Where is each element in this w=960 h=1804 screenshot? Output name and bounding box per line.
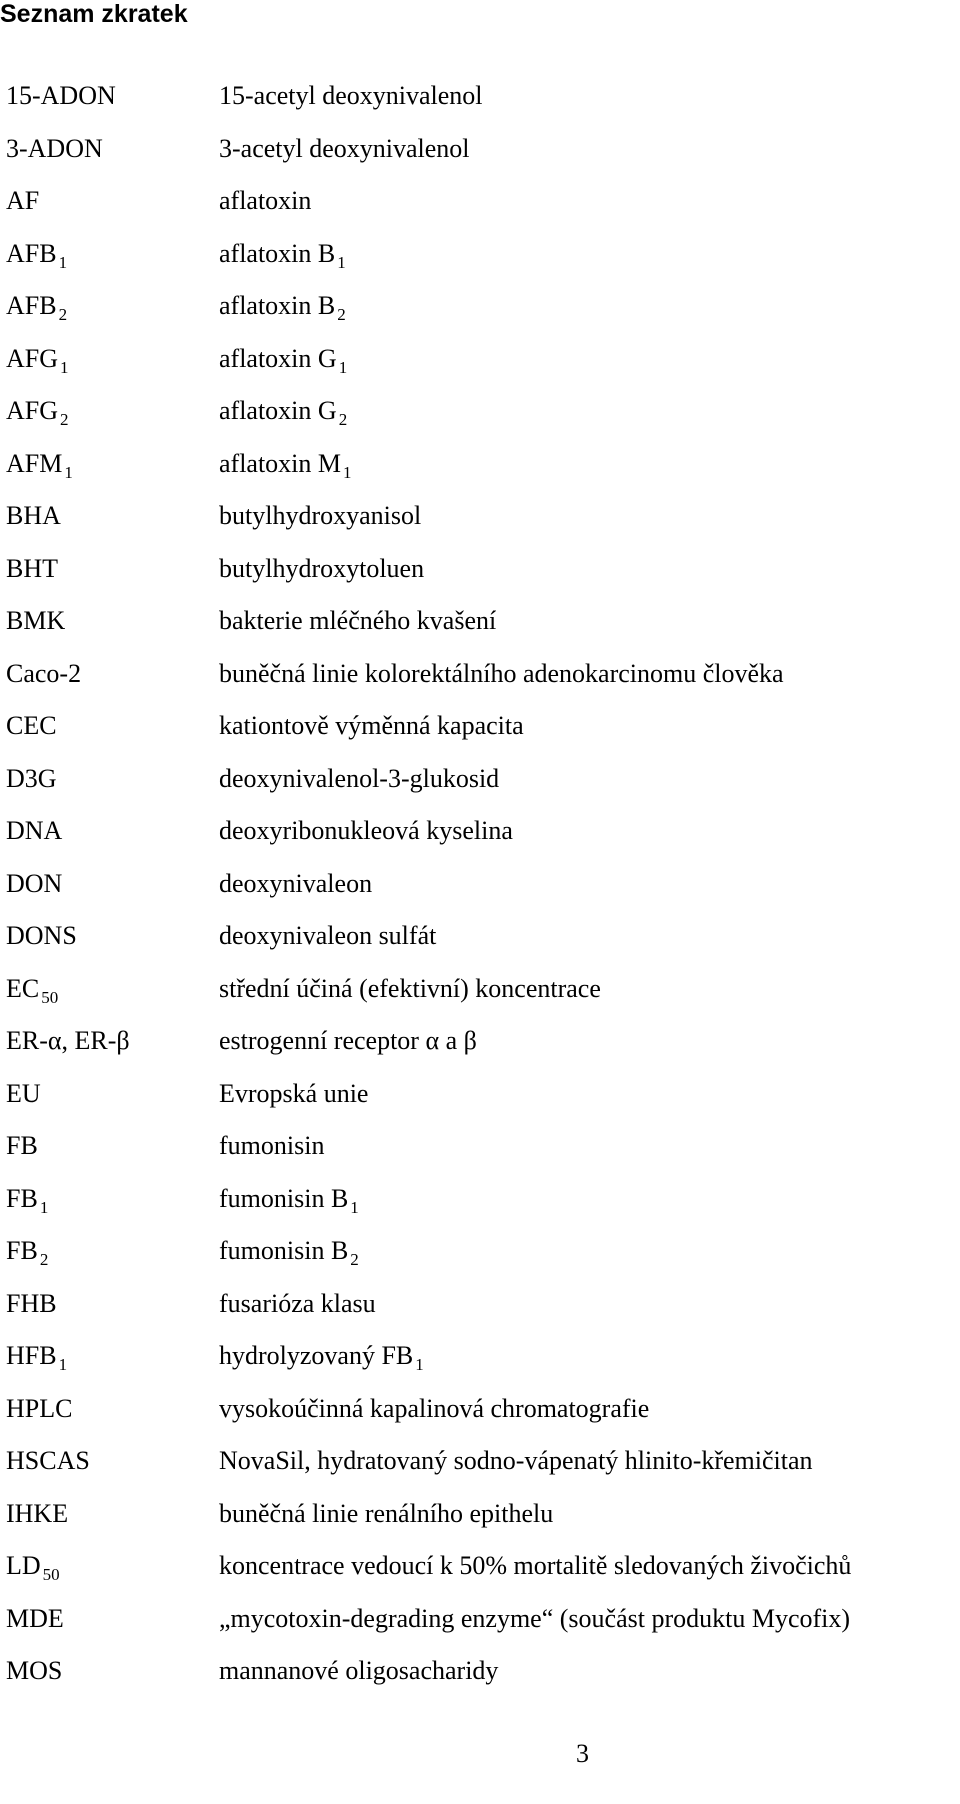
abbreviation-row [0,1330,960,1383]
definition-text: vysokoúčinná kapalinová chromatografie [219,1393,650,1423]
definition-text: buněčná linie renálního epithelu [219,1498,554,1528]
definition-text: kationtově výměnná kapacita [219,711,524,740]
definition-text: hydrolyzovaný FB [219,1341,414,1370]
abbreviation-text: MDE [6,1603,64,1633]
definition-text: Evropská unie [219,1078,369,1108]
abbreviation-definition [219,175,311,228]
abbreviation-row [0,1540,960,1593]
abbreviation-subscript: 2 [39,1250,49,1269]
abbreviation-definition [219,1278,376,1331]
page-number: 3 [576,1739,589,1768]
abbreviation-text: BMK [6,606,66,635]
abbreviation-subscript: 1 [58,1355,68,1374]
abbreviation-row [0,1015,960,1068]
abbreviation-definition [219,1330,424,1386]
abbreviation-text: FB [6,1183,38,1213]
abbreviation-definition [219,385,347,441]
abbreviation-row [0,1435,960,1488]
definition-text: fumonisin B [219,1236,349,1265]
abbreviation-definition [219,648,784,701]
abbreviation-definition [219,1015,477,1068]
abbreviation-row [0,175,960,228]
abbreviation-text: 15-ADON [6,81,116,110]
abbreviation-term [6,753,57,806]
abbreviation-text: FB [6,1236,38,1265]
abbreviation-text: BHA [6,501,61,530]
definition-text: aflatoxin G [219,396,337,425]
page-title: Seznam zkratek [0,0,188,28]
abbreviation-row [0,280,960,333]
abbreviation-row [0,1645,960,1698]
abbreviation-definition [219,1225,359,1281]
abbreviation-text: BHT [6,553,58,583]
abbreviation-subscript: 1 [60,357,69,377]
abbreviation-definition [219,1435,813,1488]
abbreviation-term [6,1015,130,1068]
abbreviation-term [6,1278,57,1331]
abbreviation-row [0,1278,960,1331]
abbreviation-definition [219,963,601,1016]
abbreviation-definition [219,438,352,494]
definition-text: fumonisin [219,1131,325,1160]
abbreviation-row [0,1173,960,1226]
abbreviation-text: ER-α, ER-β [6,1026,130,1055]
abbreviation-subscript: 50 [42,1565,60,1584]
abbreviation-term [6,1330,67,1386]
abbreviation-text: AFM [6,448,63,478]
abbreviation-term [6,490,61,543]
abbreviation-row [0,438,960,491]
abbreviation-definition [219,910,436,963]
abbreviation-text: Caco-2 [6,658,82,688]
abbreviation-text: HFB [6,1341,57,1370]
abbreviation-text: D3G [6,763,57,793]
abbreviation-text: DNA [6,816,63,845]
abbreviation-term [6,280,67,336]
abbreviation-term [6,1173,48,1229]
abbreviation-term [6,963,58,1019]
abbreviation-term [6,123,103,176]
definition-text: aflatoxin M [219,448,342,478]
abbreviation-definition [219,228,346,284]
abbreviation-term [6,175,39,228]
abbreviation-term [6,1120,38,1173]
abbreviation-row [0,805,960,858]
abbreviation-definition [219,1383,649,1436]
abbreviation-text: DONS [6,921,77,950]
abbreviation-row [0,910,960,963]
abbreviation-text: FB [6,1131,38,1160]
abbreviation-term [6,1593,64,1646]
abbreviation-text: IHKE [6,1498,69,1528]
abbreviation-definition [219,753,499,806]
abbreviation-row [0,543,960,596]
definition-text: koncentrace vedoucí k 50% mortalitě sledovaných živočichů [219,1551,852,1580]
abbreviation-term [6,1540,60,1596]
abbreviation-definition [219,595,496,648]
abbreviation-row [0,1120,960,1173]
abbreviation-definition [219,700,524,753]
abbreviation-row [0,123,960,176]
abbreviation-text: FHB [6,1288,57,1318]
definition-text: 15-acetyl deoxynivalenol [219,81,483,110]
abbreviation-term [6,438,73,494]
definition-subscript: 1 [338,357,348,377]
abbreviation-row [0,1488,960,1541]
definition-subscript: 2 [337,305,346,324]
abbreviation-text: EC [6,973,40,1003]
abbreviation-subscript: 1 [64,462,73,482]
abbreviation-definition [219,1173,359,1229]
abbreviation-term [6,385,69,441]
abbreviation-row [0,858,960,911]
abbreviation-text: AFB [6,238,57,268]
abbreviation-row [0,1225,960,1278]
definition-text: deoxynivaleon [219,868,373,898]
abbreviation-term [6,700,57,753]
abbreviation-row [0,648,960,701]
definition-text: „mycotoxin-degrading enzyme“ (součást produktu Mycofix) [219,1603,851,1633]
abbreviation-term [6,1068,41,1121]
definition-text: estrogenní receptor α a β [219,1026,477,1055]
abbreviation-definition [219,1120,324,1173]
definition-text: butylhydroxytoluen [219,553,425,583]
abbreviation-term [6,333,69,389]
abbreviation-row [0,490,960,543]
abbreviation-row [0,963,960,1016]
abbreviation-definition [219,333,347,389]
abbreviation-definition [219,543,424,596]
abbreviation-subscript: 2 [58,305,68,324]
abbreviation-row [0,595,960,648]
abbreviation-text: AFG [6,343,59,373]
abbreviation-subscript: 1 [39,1197,49,1217]
abbreviation-row [0,70,960,123]
abbreviation-row [0,1593,960,1646]
definition-subscript: 2 [338,410,348,429]
definition-text: deoxynivaleon sulfát [219,921,437,950]
abbreviation-list [0,70,960,1698]
abbreviation-definition [219,858,372,911]
abbreviation-definition [219,1488,553,1541]
abbreviation-row [0,333,960,386]
abbreviation-text: AFB [6,291,57,320]
definition-text: aflatoxin B [219,291,336,320]
abbreviation-definition [219,1540,851,1593]
abbreviation-definition [219,280,346,336]
abbreviation-term [6,1645,62,1698]
abbreviation-row [0,1383,960,1436]
abbreviation-row [0,228,960,281]
abbreviation-definition [219,1068,368,1121]
abbreviation-text: CEC [6,711,57,740]
abbreviation-text: LD [6,1551,41,1580]
definition-subscript: 1 [337,252,346,272]
abbreviation-row [0,385,960,438]
abbreviation-row [0,700,960,753]
definition-text: NovaSil, hydratovaný sodno-vápenatý hlinito-křemičitan [219,1446,813,1475]
abbreviation-row [0,753,960,806]
abbreviation-text: DON [6,868,63,898]
definition-text: aflatoxin [219,186,312,215]
abbreviation-text: HPLC [6,1393,73,1423]
definition-text: bakterie mléčného kvašení [219,606,497,635]
definition-text: 3-acetyl deoxynivalenol [219,133,470,163]
definition-text: aflatoxin B [219,238,336,268]
abbreviation-term [6,228,67,284]
abbreviation-definition [219,805,513,858]
definition-text: aflatoxin G [219,343,337,373]
definition-text: buněčná linie kolorektálního adenokarcinomu člověka [219,658,784,688]
abbreviation-text: 3-ADON [6,133,103,163]
abbreviation-text: MOS [6,1656,63,1685]
abbreviation-definition [219,1645,498,1698]
definition-text: butylhydroxyanisol [219,501,422,530]
abbreviation-term [6,1435,90,1488]
abbreviation-term [6,805,62,858]
definition-text: střední účiná (efektivní) koncentrace [219,973,601,1003]
abbreviation-term [6,1383,72,1436]
definition-subscript: 1 [415,1355,424,1374]
abbreviation-term [6,1225,48,1281]
abbreviation-text: AF [6,186,40,215]
definition-text: deoxynivalenol-3-glukosid [219,763,500,793]
abbreviation-row [0,1068,960,1121]
abbreviation-definition [219,123,470,176]
abbreviation-text: EU [6,1078,41,1108]
definition-text: deoxyribonukleová kyselina [219,816,513,845]
abbreviation-subscript: 2 [60,410,69,429]
abbreviation-term [6,595,65,648]
abbreviation-definition [219,1593,850,1646]
abbreviation-definition [219,70,483,123]
definition-text: fusarióza klasu [219,1288,376,1318]
abbreviation-definition [219,490,421,543]
definition-subscript: 2 [350,1250,359,1269]
abbreviation-text: AFG [6,396,59,425]
abbreviation-subscript: 1 [58,252,68,272]
definition-text: mannanové oligosacharidy [219,1656,499,1685]
abbreviation-text: HSCAS [6,1446,90,1475]
definition-subscript: 1 [350,1197,359,1217]
abbreviation-term [6,858,62,911]
definition-text: fumonisin B [219,1183,349,1213]
abbreviation-term [6,910,77,963]
abbreviation-term [6,648,81,701]
abbreviation-term [6,70,116,123]
definition-subscript: 1 [343,462,352,482]
abbreviation-term [6,1488,68,1541]
abbreviation-term [6,543,58,596]
abbreviation-subscript: 50 [41,987,59,1007]
